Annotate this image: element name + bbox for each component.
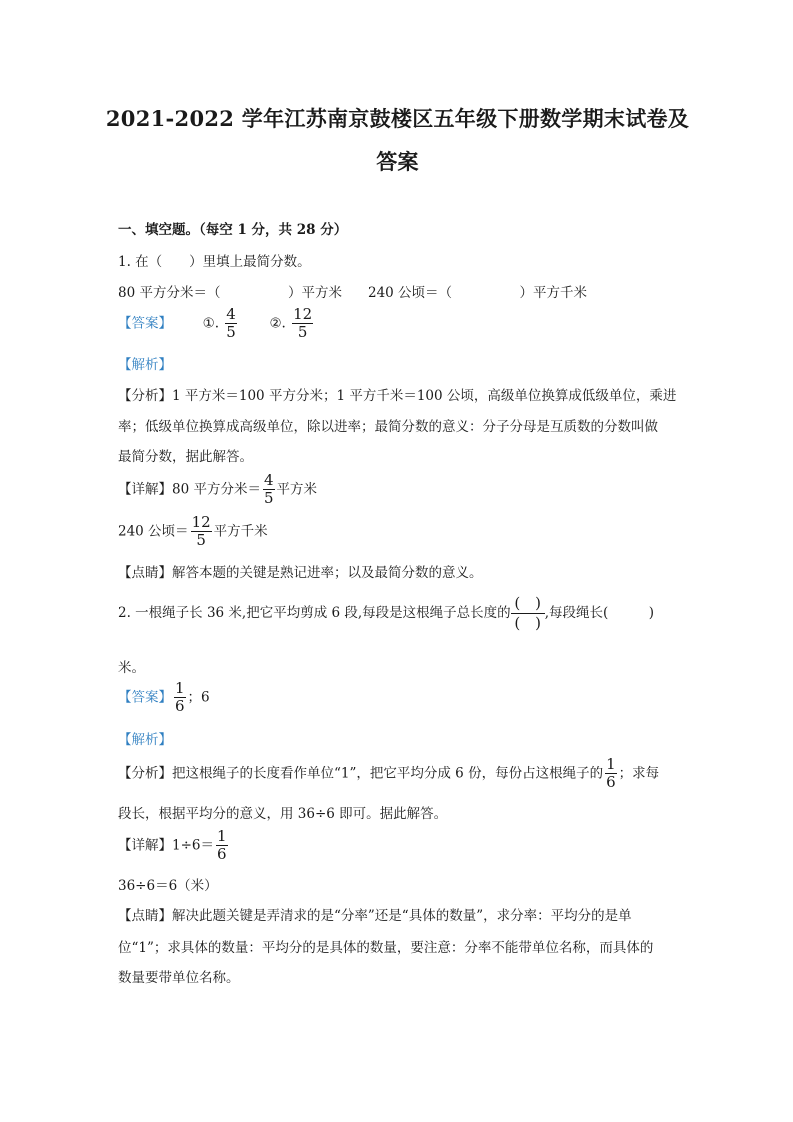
- q2-stem-line-2: 米。: [118, 660, 145, 676]
- q2-fenxi-text-1: 把这根绳子的长度看作单位“1”，把它平均分成 6 份，每份占这根绳子的: [172, 765, 604, 782]
- q2-xiangjie-line-2: 36÷6＝6（米）: [118, 878, 218, 894]
- q2-xiangjie-1-pre: 1÷6＝: [172, 837, 214, 854]
- q2-fenxi-tag: 【分析】: [118, 765, 172, 782]
- q1-stem: 1. 在（ ）里填上最简分数。: [118, 254, 311, 270]
- q1-blank-1: 80 平方分米＝（ ）平方米: [118, 285, 342, 301]
- q2-dianjing-tag: 【点睛】: [118, 908, 172, 924]
- fraction-denominator: 5: [263, 489, 274, 508]
- q2-xiangjie-tag: 【详解】: [118, 837, 172, 854]
- q2-answer-fraction: [174, 680, 186, 716]
- document-title-line-2: 答案: [376, 149, 419, 174]
- document-title-line-1: 2021-2022 学年江苏南京鼓楼区五年级下册数学期末试卷及: [105, 106, 690, 131]
- q1-xiangjie-2-pre: 240 公顷＝: [118, 523, 189, 540]
- q2-dianjing-text-1: 解决此题关键是弄清求的是“分率”还是“具体的数量”，求分率：平均分的是单: [172, 908, 632, 924]
- q2-fenxi-fraction: [605, 756, 617, 792]
- q1-fenxi-line-1: [118, 384, 676, 404]
- q1-dianjing-line: [118, 561, 483, 581]
- fraction-denominator: ( ): [514, 613, 542, 632]
- q2-fenxi-text-1-post: ；求每: [618, 765, 660, 782]
- q1-dianjing-tag: 【点睛】: [118, 565, 172, 581]
- section-heading: 一、填空题。（每空 1 分，共 28 分）: [118, 222, 348, 238]
- q1-xiangjie-2-post: 平方千米: [213, 523, 268, 540]
- q2-answer-tag: 【答案】: [118, 689, 172, 706]
- q1-fenxi-line-2: 率；低级单位换算成高级单位，除以进率；最简分数的意义：分子分母是互质数的分数叫做: [118, 419, 658, 435]
- q2-fenxi-line-2: 段长，根据平均分的意义，用 36÷6 即可。据此解答。: [118, 806, 448, 822]
- fraction-numerator: 1: [175, 679, 185, 697]
- q1-fenxi-line-3: 最简分数，据此解答。: [118, 449, 253, 465]
- q1-xiangjie-1-pre: 80 平方分米＝: [172, 481, 261, 498]
- fraction-denominator: 5: [226, 323, 236, 342]
- q1-fenxi-tag: 【分析】: [118, 388, 172, 404]
- q2-answer-row: [118, 680, 210, 716]
- q1-fenxi-text-1: 1 平方米＝100 平方分米；1 平方千米＝100 公顷，高级单位换算成低级单位，乘进: [172, 388, 677, 404]
- fraction-denominator: 6: [175, 697, 185, 716]
- q2-stem-line-1: [118, 594, 654, 633]
- q1-answer-2-fraction: [292, 306, 313, 342]
- q1-analysis-tag: 【解析】: [118, 357, 172, 373]
- q2-dianjing-line-2: 位“1”；求具体的数量：平均分的是具体的数量，要注意：分率不能带单位名称，而具体的: [118, 940, 654, 956]
- fraction-denominator: 5: [196, 531, 206, 550]
- fraction-numerator: 1: [217, 827, 227, 845]
- q1-answer-1-fraction: [225, 306, 237, 342]
- q1-xiangjie-tag: 【详解】: [118, 481, 172, 498]
- q1-blanks-row: [118, 281, 587, 301]
- fraction-denominator: 6: [217, 845, 227, 864]
- q2-fenxi-line-1: [118, 756, 659, 792]
- fraction-numerator: 1: [606, 755, 616, 773]
- q1-answer-2-label: ②.: [269, 315, 286, 332]
- fraction-numerator: 4: [226, 305, 236, 323]
- q1-xiangjie-line-2: [118, 514, 268, 550]
- q2-dianjing-line-1: [118, 904, 632, 924]
- q2-analysis-tag: 【解析】: [118, 732, 172, 748]
- q2-blank-fraction: [511, 594, 545, 633]
- q2-dianjing-line-3: 数量要带单位名称。: [118, 970, 240, 986]
- q1-xiangjie-line-1: [118, 472, 317, 508]
- q1-blank-2: 240 公顷＝（ ）平方千米: [367, 285, 588, 301]
- fraction-numerator: 4: [263, 471, 274, 489]
- q2-stem-pre: 2. 一根绳子长 36 米,把它平均剪成 6 段,每段是这根绳子总长度的: [118, 604, 511, 621]
- fraction-numerator: 12: [191, 513, 211, 531]
- q1-answer-row: [118, 306, 315, 342]
- q1-xiangjie-1-post: 平方米: [276, 481, 318, 498]
- q2-stem-post: ,每段绳长( ): [544, 604, 655, 621]
- fraction-denominator: 5: [297, 323, 308, 342]
- q1-answer-1-label: ①.: [202, 315, 219, 332]
- q1-answer-tag: 【答案】: [118, 315, 172, 332]
- q1-xiangjie-1-fraction: [263, 472, 275, 508]
- q1-xiangjie-2-fraction: [191, 514, 212, 550]
- q2-xiangjie-fraction: [216, 828, 228, 864]
- q2-xiangjie-line-1: [118, 828, 230, 864]
- fraction-numerator: ( ): [511, 594, 545, 614]
- fraction-denominator: 6: [606, 773, 616, 792]
- q2-answer-rest: ；6: [187, 689, 210, 706]
- fraction-numerator: 12: [293, 305, 313, 323]
- q1-dianjing-text: 解答本题的关键是熟记进率；以及最简分数的意义。: [172, 565, 483, 581]
